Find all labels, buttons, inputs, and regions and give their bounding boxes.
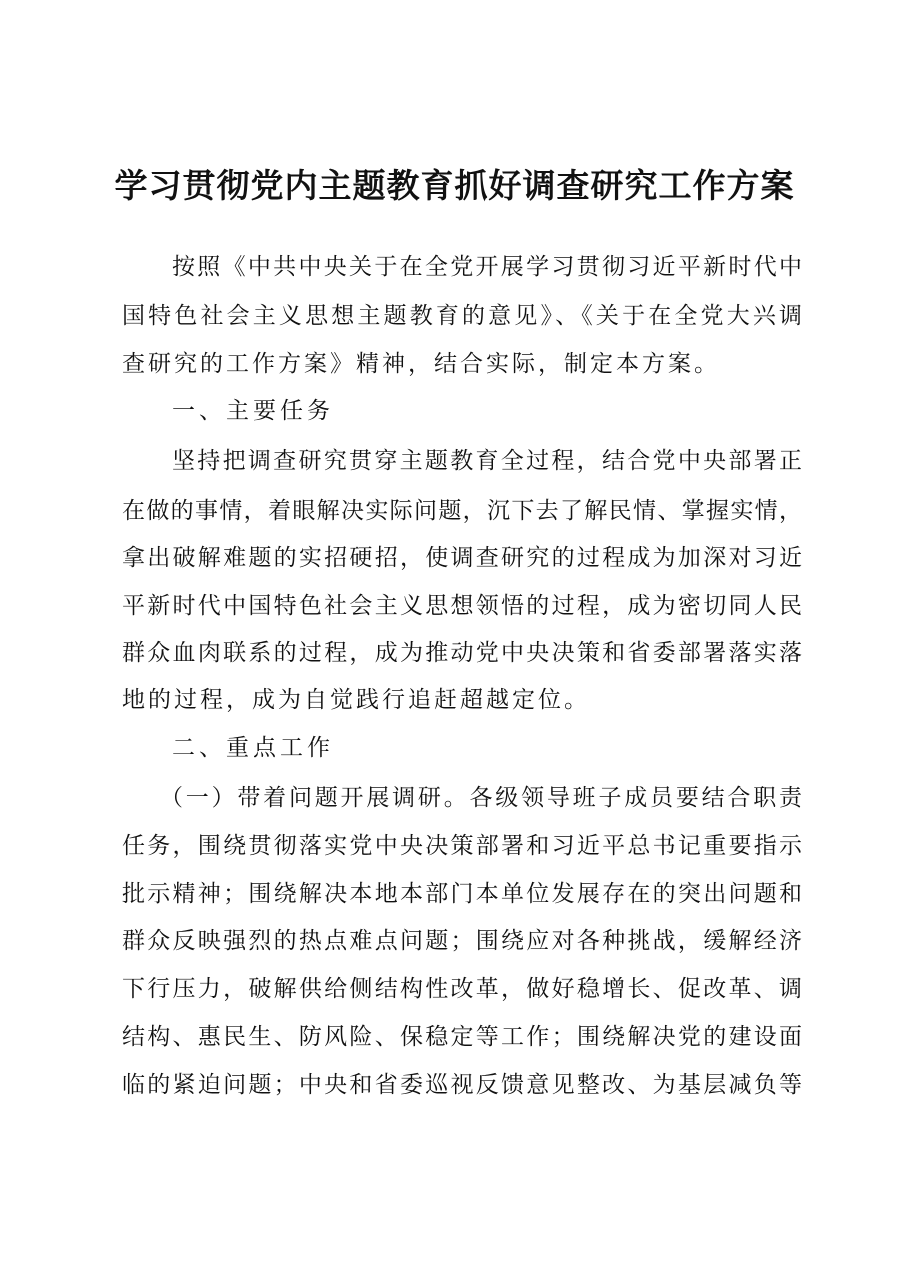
intro-line-3: 查研究的工作方案》精神，结合实际，制定本方案。 [122,351,720,377]
section1-line-2: 在做的事情，着眼解决实际问题，沉下去了解民情、掌握实情， [122,498,802,524]
section1-line-3: 拿出破解难题的实招硬招，使调查研究的过程成为加深对习近 [122,545,802,571]
section2-line-2: 任务，围绕贯彻落实党中央决策部署和习近平总书记重要指示 [122,833,802,859]
intro-line-2: 国特色社会主义思想主题教育的意见》、《关于在全党大兴调 [122,303,802,329]
section-heading-main-tasks: 一、主要任务 [172,398,334,424]
section1-line-1: 坚持把调查研究贯穿主题教育全过程，结合党中央部署正 [172,448,802,474]
section2-line-6: 结构、惠民生、防风险、保稳定等工作；围绕解决党的建设面 [122,1024,802,1050]
document-title: 学习贯彻党内主题教育抓好调查研究工作方案 [114,166,795,205]
section2-line-4: 群众反映强烈的热点难点问题；围绕应对各种挑战，缓解经济 [122,928,802,954]
section1-line-4: 平新时代中国特色社会主义思想领悟的过程，成为密切同人民 [122,593,802,619]
section2-line-3: 批示精神；围绕解决本地本部门本单位发展存在的突出问题和 [122,881,802,907]
section2-line-7: 临的紧迫问题；中央和省委巡视反馈意见整改、为基层减负等 [122,1072,802,1098]
section1-line-6: 地的过程，成为自觉践行追赶超越定位。 [122,687,590,713]
section2-line-1: （一）带着问题开展调研。各级领导班子成员要结合职责 [160,785,802,811]
section2-line-5: 下行压力，破解供给侧结构性改革，做好稳增长、促改革、调 [122,976,802,1002]
section1-line-5: 群众血肉联系的过程，成为推动党中央决策和省委部署落实落 [122,640,802,666]
intro-line-1: 按照《中共中央关于在全党开展学习贯彻习近平新时代中 [172,254,802,280]
section-heading-key-work: 二、重点工作 [172,735,334,761]
